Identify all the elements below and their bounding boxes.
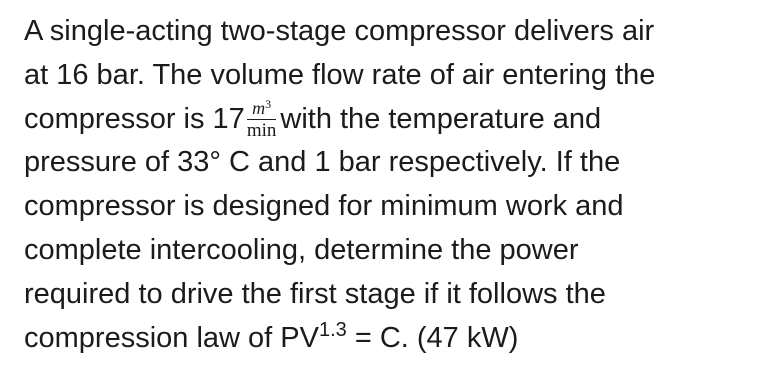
problem-line-3 xyxy=(24,98,754,142)
flow-rate-prefix: compressor is 17 xyxy=(24,102,245,135)
problem-line-6: complete intercooling, determine the power xyxy=(24,233,579,266)
problem-line-1: A single-acting two-stage compressor delivers air xyxy=(24,15,655,47)
problem-text xyxy=(24,10,754,360)
unit-numerator-base: m xyxy=(252,97,266,118)
problem-line-5: compressor is designed for minimum work and xyxy=(24,190,624,223)
problem-line-8 xyxy=(24,317,754,361)
unit-denominator: min xyxy=(246,119,277,141)
problem-line-4: pressure of 33° C and 1 bar respectively. If the xyxy=(24,146,621,179)
problem-line-2: at 16 bar. The volume flow rate of air entering the xyxy=(24,58,656,91)
unit-numerator xyxy=(247,95,277,117)
unit-numerator-exponent: 3 xyxy=(265,96,272,111)
law-prefix: compression law of PV xyxy=(24,321,319,354)
flow-rate-suffix: with the temperature and xyxy=(280,102,602,135)
problem-line-7: required to drive the first stage if it follows the xyxy=(24,277,606,310)
law-suffix-answer: = C. (47 kW) xyxy=(346,321,519,354)
flow-unit-fraction xyxy=(247,95,277,140)
polytropic-exponent: 1.3 xyxy=(318,318,347,341)
